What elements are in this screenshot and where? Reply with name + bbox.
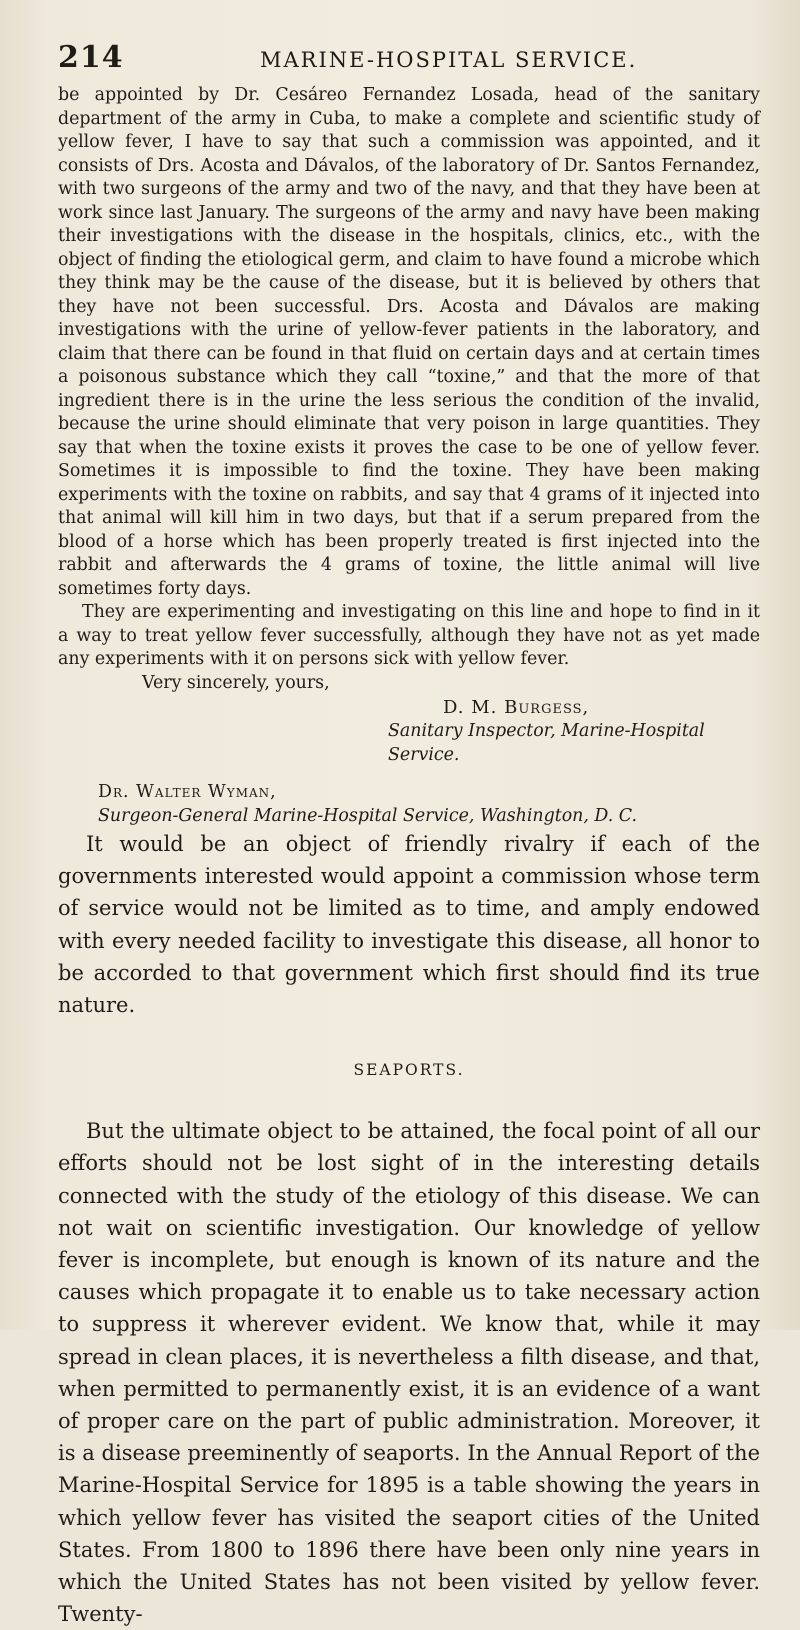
- page-header: [58, 0, 760, 80]
- body-paragraph: But the ultimate object to be attained, the focal point of all our efforts should not be lost sight of in the interesting details connected with the study of the etiology of this disease. We can not wait on scientific investigation. Our knowledge of yellow fever is incomplete, but enough is known of its nature and the causes which propagate it to enable us to take necessary action to suppress it wherever evident. We know that, while it may spread in clean places, it is nevertheless a filth disease, and that, when permitted to permanently exist, it is an evidence of a want of proper care on the part of public administration. Moreover, it is a disease preeminently of seaports. In the Annual Report of the Marine-Hospital Service for 1895 is a table showing the years in which yellow fever has visited the seaport cities of the United States. From 1800 to 1896 there have been only nine years in which the United States has not been visited by yellow fever. Twenty-: [58, 1119, 760, 1627]
- addressee-name: Dr. Walter Wyman,: [98, 782, 277, 802]
- signature-title: Sanitary Inspector, Marine-Hospital Service.: [388, 721, 705, 765]
- page-number: 214: [58, 40, 124, 75]
- letter-paragraph: be appointed by Dr. Cesáreo Fernandez Losada, head of the sanitary department of the army in Cuba, to make a complete and scientific study of yellow fever, I have to say that such a commission was appointed, and it consists of Drs. Acosta and Dávalos, of the laboratory of Dr. Santos Fernandez, with two surgeons of the army and two of the navy, and that they have been at work since last January. The surgeons of the army and navy have been making their investigations with the disease in the hospitals, clinics, etc., with the object of finding the etiological germ, and claim to have found a microbe which they think may be the cause of the disease, but it is believed by others that they have not been successful. Drs. Acosta and Dávalos are making investigations with the urine of yellow-fever patients in the laboratory, and claim that there can be found in that fluid on certain days and at certain times a poisonous substance which they call “toxine,” and that the more of that ingredient there is in the urine the less serious the condition of the invalid, because the urine should eliminate that very poison in large quantities. They say that when the toxine exists it proves the case to be one of yellow fever. Sometimes it is impossible to find the toxine. They have been making experiments with the toxine on rabbits, and say that 4 grams of it injected into that animal will kill him in two days, but that if a serum prepared from the blood of a horse which has been properly treated is first injected into the rabbit and afterwards the 4 grams of toxine, the little animal will live sometimes forty days.: [58, 85, 760, 599]
- section-heading: SEAPORTS.: [353, 1061, 465, 1080]
- body-paragraph: It would be an object of friendly rivalry if each of the governments interested would appoint a commission whose term of service would not be limited as to time, and amply endowed with every needed facility to investigate this disease, all honor to be accorded to that government which first should find its true nature.: [58, 832, 760, 1018]
- letter-signature: D. M. Burgess,: [443, 697, 590, 718]
- running-head: MARINE-HOSPITAL SERVICE.: [260, 48, 638, 72]
- quoted-letter: [58, 84, 760, 828]
- main-text: [58, 828, 760, 1630]
- letter-closing: Very sincerely, yours,: [142, 672, 330, 693]
- letter-paragraph: They are experimenting and investigating on this line and hope to find in it a way to treat yellow fever successfully, although they have not as yet made any experiments with it on persons sick with yellow fever.: [58, 602, 760, 669]
- addressee-title: Surgeon-General Marine-Hospital Service, Washington, D. C.: [98, 805, 638, 826]
- letter-addressee-block: [98, 781, 760, 828]
